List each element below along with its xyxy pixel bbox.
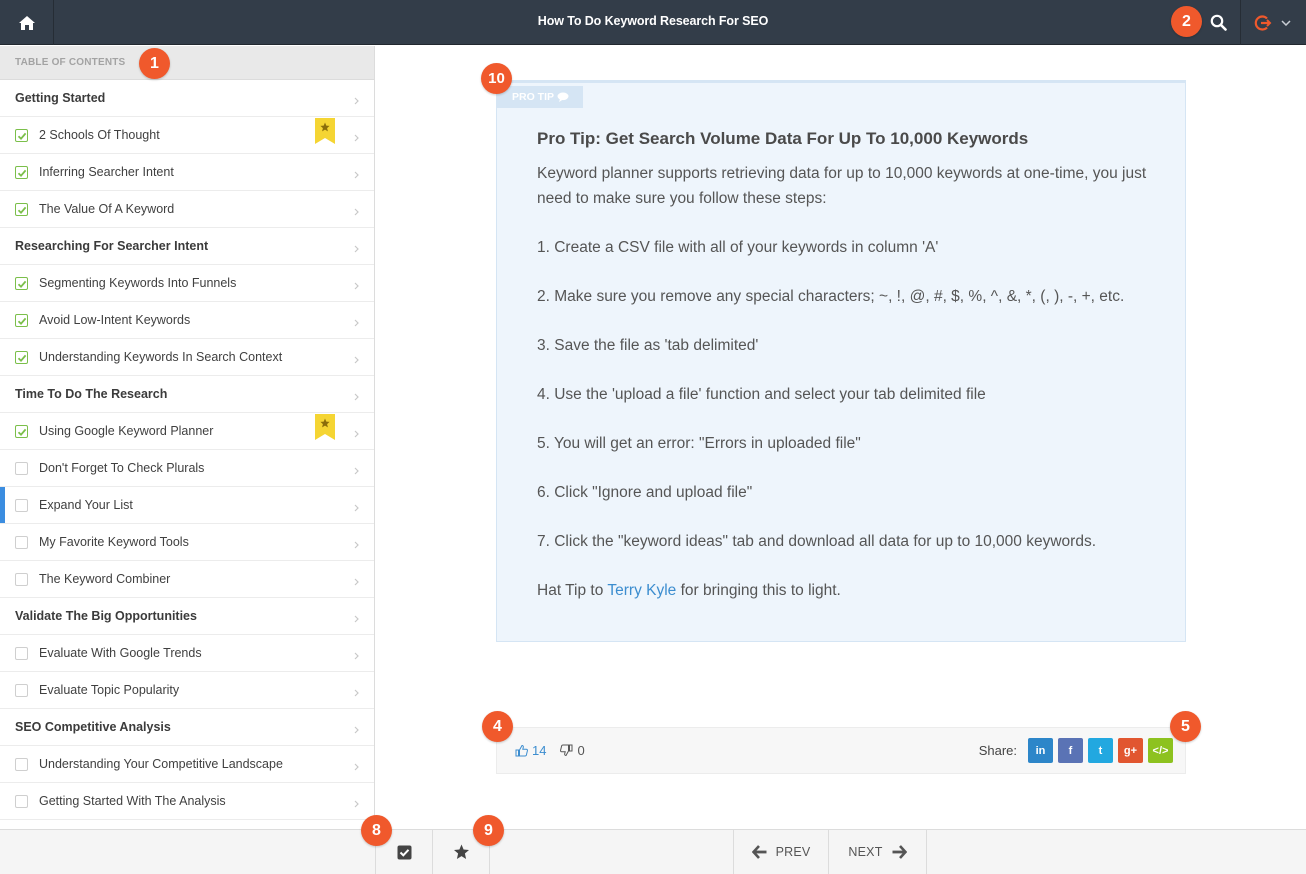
hat-tip-prefix: Hat Tip to [537,582,608,599]
hat-tip-suffix: for bringing this to light. [676,582,841,599]
toc-label: Don't Forget To Check Plurals [39,461,205,475]
dislike-button[interactable] [560,743,584,758]
pro-tip-step: 5. You will get an error: "Errors in uploaded file" [537,435,861,452]
toc-label: Getting Started [15,91,106,105]
chevron-right-icon [354,427,359,441]
thumbs-up-icon [515,744,528,757]
speech-bubble-icon [557,92,569,102]
toc-item[interactable] [0,265,374,302]
checkbox-checked-icon[interactable] [15,351,28,364]
toc-section-heading[interactable] [0,80,374,117]
chevron-down-icon [1281,20,1291,26]
toc-item[interactable] [0,450,374,487]
checkbox-checked-icon[interactable] [15,277,28,290]
googleplus-icon: g+ [1123,744,1138,757]
checkbox-empty-icon[interactable] [15,536,28,549]
chevron-right-icon [354,94,359,108]
checkbox-checked-icon[interactable] [15,129,28,142]
toc-label: Evaluate Topic Popularity [39,683,180,697]
bottom-bar-left [0,830,376,874]
search-button[interactable] [1196,0,1240,45]
star-icon [453,844,470,860]
chevron-right-icon [354,205,359,219]
chevron-right-icon [354,131,359,145]
pro-tip-step: 6. Click "Ignore and upload file" [537,484,753,501]
facebook-share-button[interactable] [1058,738,1083,763]
feedback-share-bar [496,727,1186,774]
checkbox-checked-icon [397,845,412,860]
bookmark-ribbon-icon [315,118,335,144]
toc-item[interactable] [0,746,374,783]
next-button[interactable] [829,830,927,874]
pro-tip-steps [537,235,1157,554]
pro-tip-step: 4. Use the 'upload a file' function and select your tab delimited file [537,386,986,403]
checkbox-empty-icon[interactable] [15,758,28,771]
embed-share-button[interactable] [1148,738,1173,763]
googleplus-share-button[interactable] [1118,738,1143,763]
chevron-right-icon [354,575,359,589]
pro-tip-label [497,86,583,108]
home-button[interactable] [0,0,54,45]
toc-section-heading[interactable] [0,228,374,265]
terry-kyle-link[interactable]: Terry Kyle [607,582,677,599]
logout-icon [1254,14,1272,32]
toc-item[interactable] [0,117,374,154]
hat-tip [537,578,1157,603]
chevron-right-icon [354,612,359,626]
toc-label: Understanding Your Competitive Landscape [39,757,283,771]
checkbox-empty-icon[interactable] [15,462,28,475]
pro-tip-step: 2. Make sure you remove any special characters; ~, !, @, #, $, %, ^, &, *, (, ), -, +, etc. [537,288,1125,305]
account-menu-button[interactable] [1240,0,1306,45]
toc-label: The Value Of A Keyword [39,202,175,216]
toc-label: Segmenting Keywords Into Funnels [39,276,237,290]
chevron-right-icon [354,168,359,182]
toc-item[interactable] [0,524,374,561]
checkbox-empty-icon[interactable] [15,647,28,660]
toc-item[interactable] [0,154,374,191]
checkbox-checked-icon[interactable] [15,166,28,179]
arrow-left-icon [752,845,767,859]
thumbs-down-icon [560,744,573,757]
bottom-bar [0,829,1306,874]
callout-badge: 9 [473,815,504,846]
checkbox-empty-icon[interactable] [15,499,28,512]
toc-label: Inferring Searcher Intent [39,165,174,179]
like-button[interactable] [515,743,546,758]
callout-badge: 2 [1171,6,1202,37]
toc-label: Getting Started With The Analysis [39,794,226,808]
chevron-right-icon [354,242,359,256]
chevron-right-icon [354,760,359,774]
search-icon [1210,14,1227,31]
prev-button[interactable] [733,830,829,874]
chevron-right-icon [354,390,359,404]
checkbox-empty-icon[interactable] [15,684,28,697]
toc-section-heading[interactable] [0,598,374,635]
top-bar [0,0,1306,45]
toc-item[interactable] [0,672,374,709]
facebook-icon: f [1068,744,1073,757]
chevron-right-icon [354,316,359,330]
toc-header: TABLE OF CONTENTS [0,46,374,80]
chevron-right-icon [354,501,359,515]
callout-badge: 8 [361,815,392,846]
chevron-right-icon [354,353,359,367]
pro-tip-title: Pro Tip: Get Search Volume Data For Up To 10,000 Keywords [537,129,1029,148]
like-count: 14 [532,743,547,758]
toc-item[interactable] [0,302,374,339]
pro-tip-box [496,80,1186,642]
toc-label: Evaluate With Google Trends [39,646,202,660]
checkbox-checked-icon[interactable] [15,203,28,216]
embed-icon: </> [1152,744,1169,757]
toc-item[interactable] [0,635,374,672]
bookmark-ribbon-icon [315,414,335,440]
toc-label: Understanding Keywords In Search Context [39,350,283,364]
pro-tip-intro: Keyword planner supports retrieving data for up to 10,000 keywords at one-time, you just need to make sure you follow these steps: [537,165,1147,207]
chevron-right-icon [354,538,359,552]
toc-list [0,80,374,820]
toc-label: Avoid Low-Intent Keywords [39,313,191,327]
toc-label: Using Google Keyword Planner [39,424,214,438]
chevron-right-icon [354,686,359,700]
toc-label: My Favorite Keyword Tools [39,535,189,549]
checkbox-checked-icon[interactable] [15,314,28,327]
linkedin-icon: in [1035,744,1046,757]
next-label: NEXT [848,845,883,859]
toc-item[interactable] [0,191,374,228]
callout-badge: 5 [1170,711,1201,742]
toc-item[interactable] [0,487,374,524]
table-of-contents [0,46,375,829]
linkedin-share-button[interactable] [1028,738,1053,763]
toc-label: The Keyword Combiner [39,572,171,586]
dislike-count: 0 [577,743,585,758]
prev-label: PREV [775,845,811,859]
toc-label: SEO Competitive Analysis [15,720,171,734]
share-label: Share: [978,743,1017,758]
toc-label: Expand Your List [39,498,133,512]
twitter-share-button[interactable] [1088,738,1113,763]
twitter-icon: t [1098,744,1103,757]
chevron-right-icon [354,464,359,478]
chevron-right-icon [354,649,359,663]
toc-label: Time To Do The Research [15,387,168,401]
toc-label: Validate The Big Opportunities [15,609,197,623]
toc-item[interactable] [0,561,374,598]
pro-tip-label-text: PRO TIP [512,91,555,103]
toc-section-heading[interactable] [0,376,374,413]
chevron-right-icon [354,723,359,737]
checkbox-empty-icon[interactable] [15,795,28,808]
arrow-right-icon [892,845,907,859]
home-icon [18,15,36,31]
page-title: How To Do Keyword Research For SEO [537,14,769,28]
checkbox-checked-icon[interactable] [15,425,28,438]
callout-badge: 10 [481,63,512,94]
share-list [1028,738,1173,763]
toc-section-heading[interactable] [0,709,374,746]
pro-tip-step: 3. Save the file as 'tab delimited' [537,337,759,354]
pro-tip-step: 1. Create a CSV file with all of your keywords in column 'A' [537,239,939,256]
toc-item[interactable] [0,413,374,450]
chevron-right-icon [354,797,359,811]
callout-badge: 1 [139,48,170,79]
checkbox-empty-icon[interactable] [15,573,28,586]
pro-tip-body [537,161,1157,627]
toc-label: 2 Schools Of Thought [39,128,160,142]
toc-label: Researching For Searcher Intent [15,239,209,253]
toc-item[interactable] [0,783,374,820]
pro-tip-step: 7. Click the "keyword ideas" tab and download all data for up to 10,000 keywords. [537,533,1096,550]
callout-badge: 4 [482,711,513,742]
toc-item[interactable] [0,339,374,376]
chevron-right-icon [354,279,359,293]
share-buttons [979,738,1173,763]
votes [515,728,585,773]
